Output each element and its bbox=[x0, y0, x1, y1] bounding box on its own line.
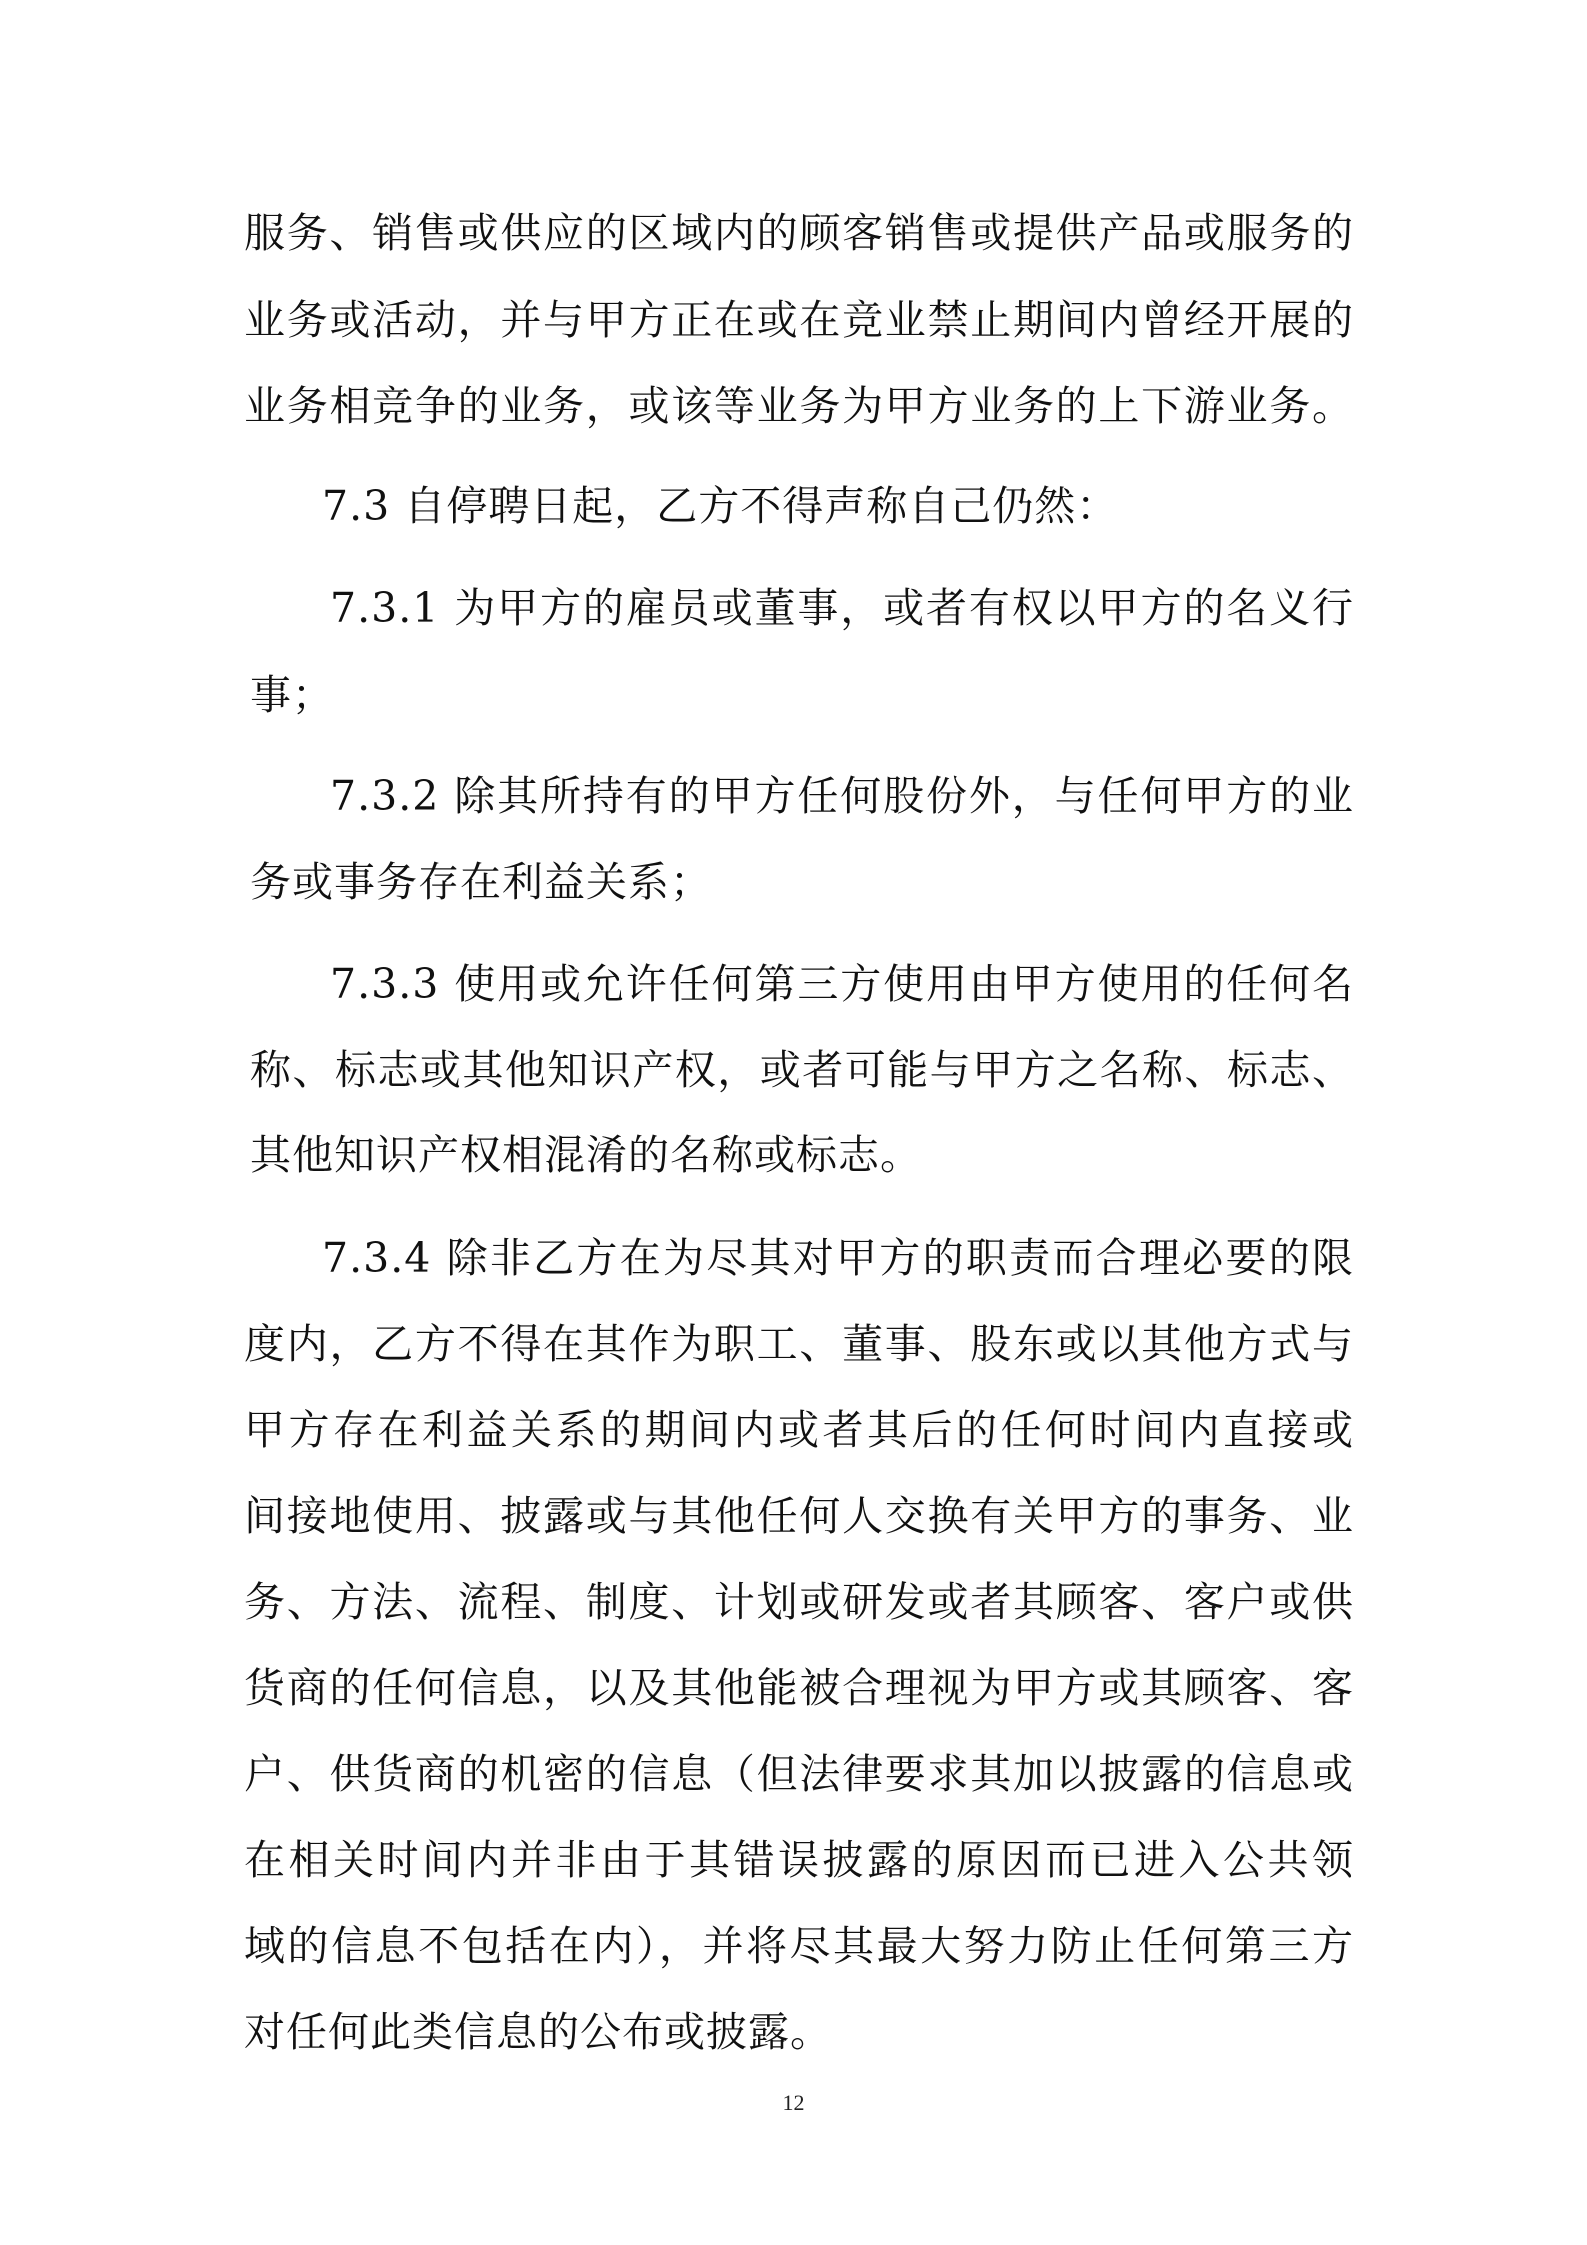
text-line: 事； bbox=[250, 671, 334, 719]
text-line: 域的信息不包括在内），并将尽其最大努力防止任何第三方 bbox=[244, 1922, 1354, 1970]
text-line: 业务或活动，并与甲方正在或在竞业禁止期间内曾经开展的 bbox=[244, 296, 1354, 344]
text-line: 务、方法、流程、制度、计划或研发或者其顾客、客户或供 bbox=[244, 1578, 1354, 1626]
text-line: 服务、销售或供应的区域内的顾客销售或提供产品或服务的 bbox=[244, 209, 1354, 257]
text-line: 间接地使用、披露或与其他任何人交换有关甲方的事务、业 bbox=[244, 1492, 1354, 1540]
clause-7-3-1: 7.3.1 为甲方的雇员或董事，或者有权以甲方的名义行 bbox=[330, 584, 1354, 632]
text-line: 称、标志或其他知识产权，或者可能与甲方之名称、标志、 bbox=[250, 1046, 1354, 1094]
text-line: 务或事务存在利益关系； bbox=[250, 858, 712, 906]
text-line: 货商的任何信息，以及其他能被合理视为甲方或其顾客、客 bbox=[244, 1664, 1354, 1712]
text-line: 在相关时间内并非由于其错误披露的原因而已进入公共领 bbox=[244, 1836, 1354, 1884]
page-number: 12 bbox=[782, 2090, 805, 2115]
clause-7-3-4: 7.3.4 除非乙方在为尽其对甲方的职责而合理必要的限 bbox=[322, 1234, 1354, 1282]
text-line: 其他知识产权相混淆的名称或标志。 bbox=[250, 1131, 922, 1179]
clause-7-3-2: 7.3.2 除其所持有的甲方任何股份外，与任何甲方的业 bbox=[330, 772, 1354, 820]
text-line: 业务相竞争的业务，或该等业务为甲方业务的上下游业务。 bbox=[244, 382, 1354, 430]
text-line: 度内，乙方不得在其作为职工、董事、股东或以其他方式与 bbox=[244, 1320, 1354, 1368]
text-line: 甲方存在利益关系的期间内或者其后的任何时间内直接或 bbox=[244, 1406, 1354, 1454]
clause-7-3-3: 7.3.3 使用或允许任何第三方使用由甲方使用的任何名 bbox=[330, 960, 1354, 1008]
section-7-3-heading: 7.3 自停聘日起，乙方不得声称自己仍然： bbox=[322, 482, 1119, 530]
text-line: 户、供货商的机密的信息（但法律要求其加以披露的信息或 bbox=[244, 1750, 1354, 1798]
text-line: 对任何此类信息的公布或披露。 bbox=[244, 2008, 832, 2056]
